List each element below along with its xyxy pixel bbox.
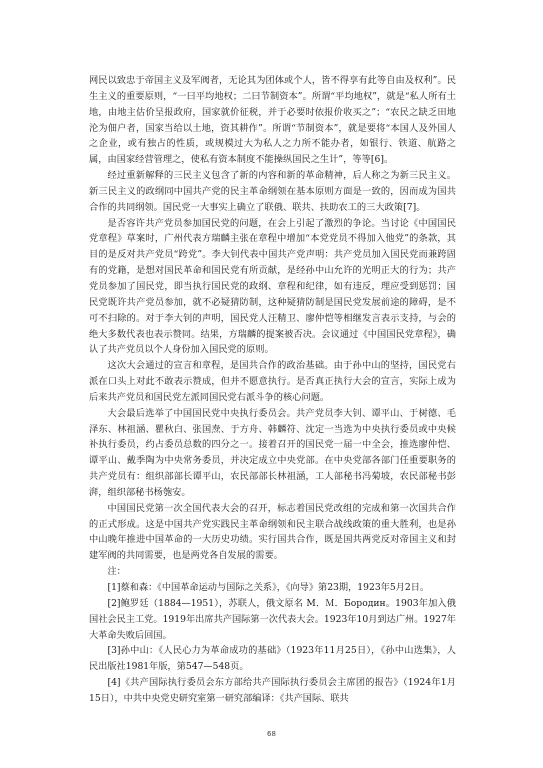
footnote: [1]蔡和森：《中国革命运动与国际之关系》，《向导》第23期，1923年5月2日。: [107, 582, 430, 593]
notes-heading: 注：: [107, 566, 126, 578]
paragraph: 是否容许共产党员参加国民党的问题，在会上引起了激烈的争论。当讨论《中国国民党章程》草案时，广州代表方瑞麟主张在章程中增加“本党党员不得加入他党”的条款，其目的是反对共产党员“跨党”。李大钊代表中国共产党声明：共产党员加入国民党而兼跨固有的党籍，是想对国民革命和国民党有所贡献，是经孙中山允许的光明正大的行为；共产党员参加了国民党，即当执行国民党的政纲、章程和纪律，如有违反，理应受到惩罚；国民党既许共产党员参加，就不必疑猜防制，这种疑猜防制是国民党发展前途的障碍，是不可不扫除的。对于李大钊的声明，国民党人汪精卫、廖仲恺等相继发言表示支持，与会的绝大多数代表也表示赞同。结果，方瑞麟的提案被否决。会议通过《中国国民党章程》，确认了共产党员以个人身份加入国民党的原则。: [89, 217, 456, 356]
paragraph: 大会最后选举了中国国民党中央执行委员会。共产党员李大钊、谭平山、于树德、毛泽东、林祖涵、瞿秋白、张国焘、于方舟、韩麟符、沈定一当选为中央执行委员或中央候补执行委员，约占委员总数的四分之一。接着召开的国民党一届一中全会，推选廖仲恺、谭平山、戴季陶为中央常务委员，并决定成立中央党部。在中央党部各部门任重要职务的共产党员有：组织部部长谭平山，农民部部长林祖涵，工人部秘书冯菊坡，农民部秘书彭湃，组织部秘书杨匏安。: [89, 407, 456, 498]
paragraph: 中国国民党第一次全国代表大会的召开，标志着国民党改组的完成和第一次国共合作的正式形成。这是中国共产党实践民主革命纲领和民主联合战线政策的重大胜利，也是孙中山晚年推进中国革命的一大历史功绩。实行国共合作，既是国共两党反对帝国主义和封建军阀的共同需要，也是两党各自发展的需要。: [89, 502, 456, 562]
paragraph: 经过重新解释的三民主义包含了新的内容和新的革命精神，后人称之为新三民主义。新三民主义的政纲同中国共产党的民主革命纲领在基本原则方面是一致的，因而成为国共合作的共同纲领。国民党一大事实上确立了联俄、联共、扶助农工的三大政策[7]。: [89, 170, 456, 213]
footnote: [4]《共产国际执行委员会东方部给共产国际执行委员会主席团的报告》（1924年1月15日），中共中央党史研究室第一研究部编译：《共产国际、联共: [89, 677, 456, 704]
footnote: [2]鲍罗廷（1884—1951），苏联人，俄文原名 M．Ｍ．Бородин。1903年加入俄国社会民主工党。1919年出席共产国际第一次代表大会。1923年10月到达广州。1927年大革命失败后回国。: [89, 597, 456, 641]
paragraph: 网民以致忠于帝国主义及军阀者，无论其为团体或个人，皆不得享有此等自由及权利”。民生主义的重要原则，“一曰平均地权；二曰节制资本”。所谓“平均地权”，就是“私人所有土地，由地主估价呈报政府，国家就价征税，并于必要时依报价收买之”；“农民之缺乏田地沦为佃户者，国家当给以土地，资其耕作”。所谓“节制资本”，就是要将“本国人及外国人之企业，或有独占的性质，或规模过大为私人之力所不能办者，如银行、铁道、航路之属，由国家经营管理之，使私有资本制度不能操纵国民之生计”，等等[6]。: [89, 75, 456, 166]
paragraph: 这次大会通过的宣言和章程，是国共合作的政治基础。由于孙中山的坚持，国民党右派在口头上对此不敢表示赞成，但并不愿意执行。是否真正执行大会的宣言，实际上成为后来共产党员和国民党左派同国民党右派斗争的核心问题。: [89, 360, 456, 403]
page-number: 68: [267, 730, 276, 738]
body-text: [89, 73, 456, 707]
footnote: [3]孙中山：《人民心力为革命成功的基础》（1923年11月25日），《孙中山选集》，人民出版社1981年版，第547—548页。: [89, 645, 456, 673]
